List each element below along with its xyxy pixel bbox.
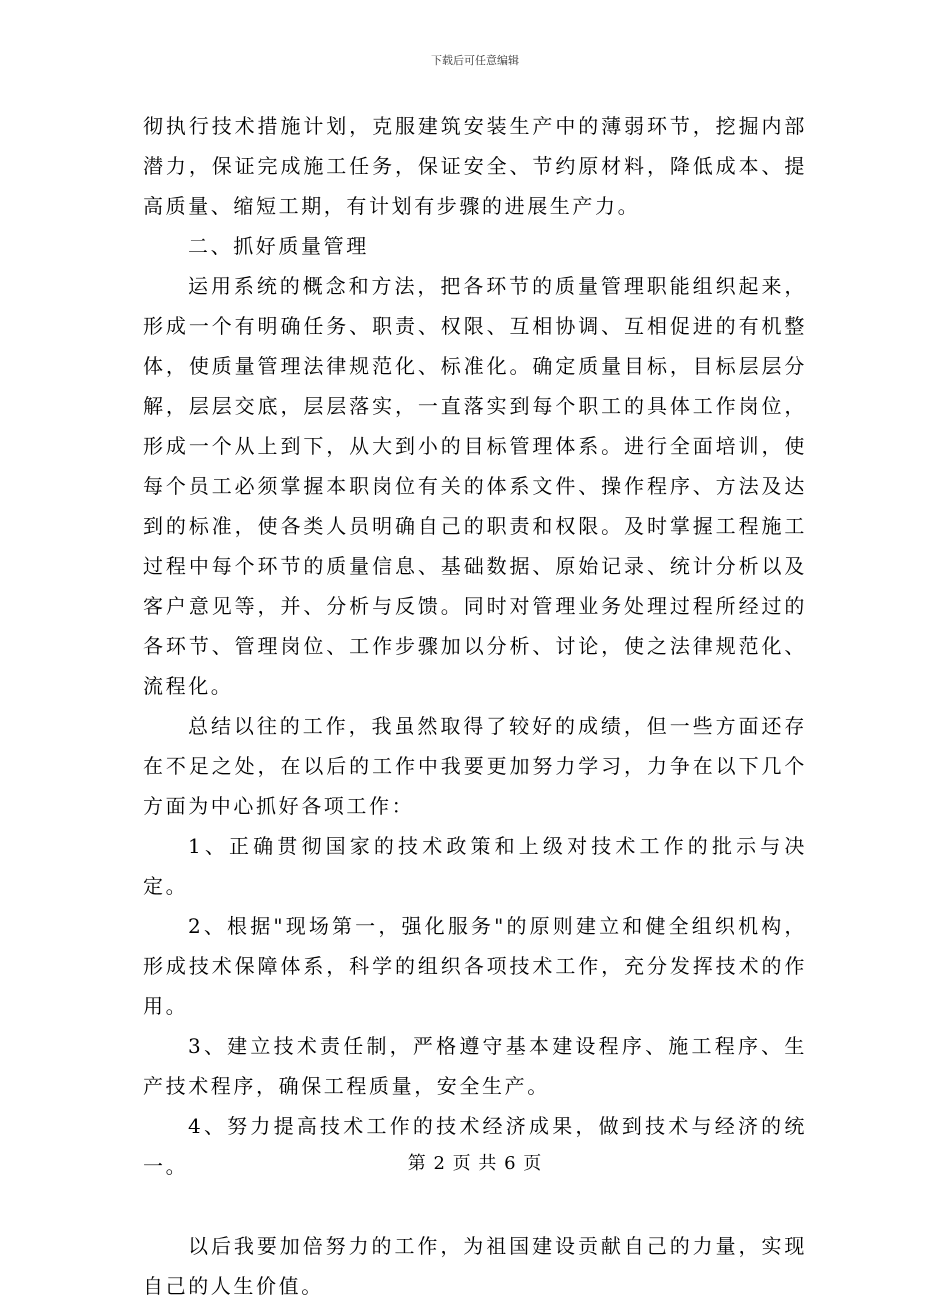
list-item-1: 1、正确贯彻国家的技术政策和上级对技术工作的批示与决定。 — [143, 834, 807, 898]
list-item-3: 3、建立技术责任制，严格遵守基本建设程序、施工程序、生产技术程序，确保工程质量，安全生产。 — [143, 1034, 807, 1098]
section-heading-quality: 二、抓好质量管理 — [188, 234, 369, 258]
page-header: 下载后可任意编辑 — [431, 54, 519, 67]
list-item-2: 2、根据"现场第一，强化服务"的原则建立和健全组织机构，形成技术保障体系，科学的组织各项技术工作，充分发挥技术的作用。 — [143, 914, 807, 1018]
page-number: 第 2 页 共 6 页 — [407, 1153, 543, 1174]
list-item-4: 4、努力提高技术工作的技术经济成果，做到技术与经济的统一。 — [143, 1114, 807, 1178]
paragraph-closing: 以后我要加倍努力的工作，为祖国建设贡献自己的力量，实现自己的人生价值。 — [143, 1234, 807, 1298]
paragraph-continuation: 彻执行技术措施计划，克服建筑安装生产中的薄弱环节，挖掘内部潜力，保证完成施工任务，保证安全、节约原材料，降低成本、提高质量、缩短工期，有计划有步骤的进展生产力。 — [143, 114, 807, 218]
blank-line — [143, 1186, 807, 1226]
paragraph-quality-management: 运用系统的概念和方法，把各环节的质量管理职能组织起来，形成一个有明确任务、职责、权限、互相协调、互相促进的有机整体，使质量管理法律规范化、标准化。确定质量目标，目标层层分解，层层交底，层层落实，一直落实到每个职工的具体工作岗位，形成一个从上到下，从大到小的目标管理体系。进行全面培训，使每个员工必须掌握本职岗位有关的体系文件、操作程序、方法及达到的标准，使各类人员明确自己的职责和权限。及时掌握工程施工过程中每个环节的质量信息、基础数据、原始记录、统计分析以及客户意见等，并、分析与反馈。同时对管理业务处理过程所经过的各环节、管理岗位、工作步骤加以分析、讨论，使之法律规范化、流程化。 — [143, 274, 807, 698]
paragraph-summary: 总结以往的工作，我虽然取得了较好的成绩，但一些方面还存在不足之处，在以后的工作中我要更加努力学习，力争在以下几个方面为中心抓好各项工作： — [143, 714, 807, 818]
document-body — [143, 106, 807, 1306]
